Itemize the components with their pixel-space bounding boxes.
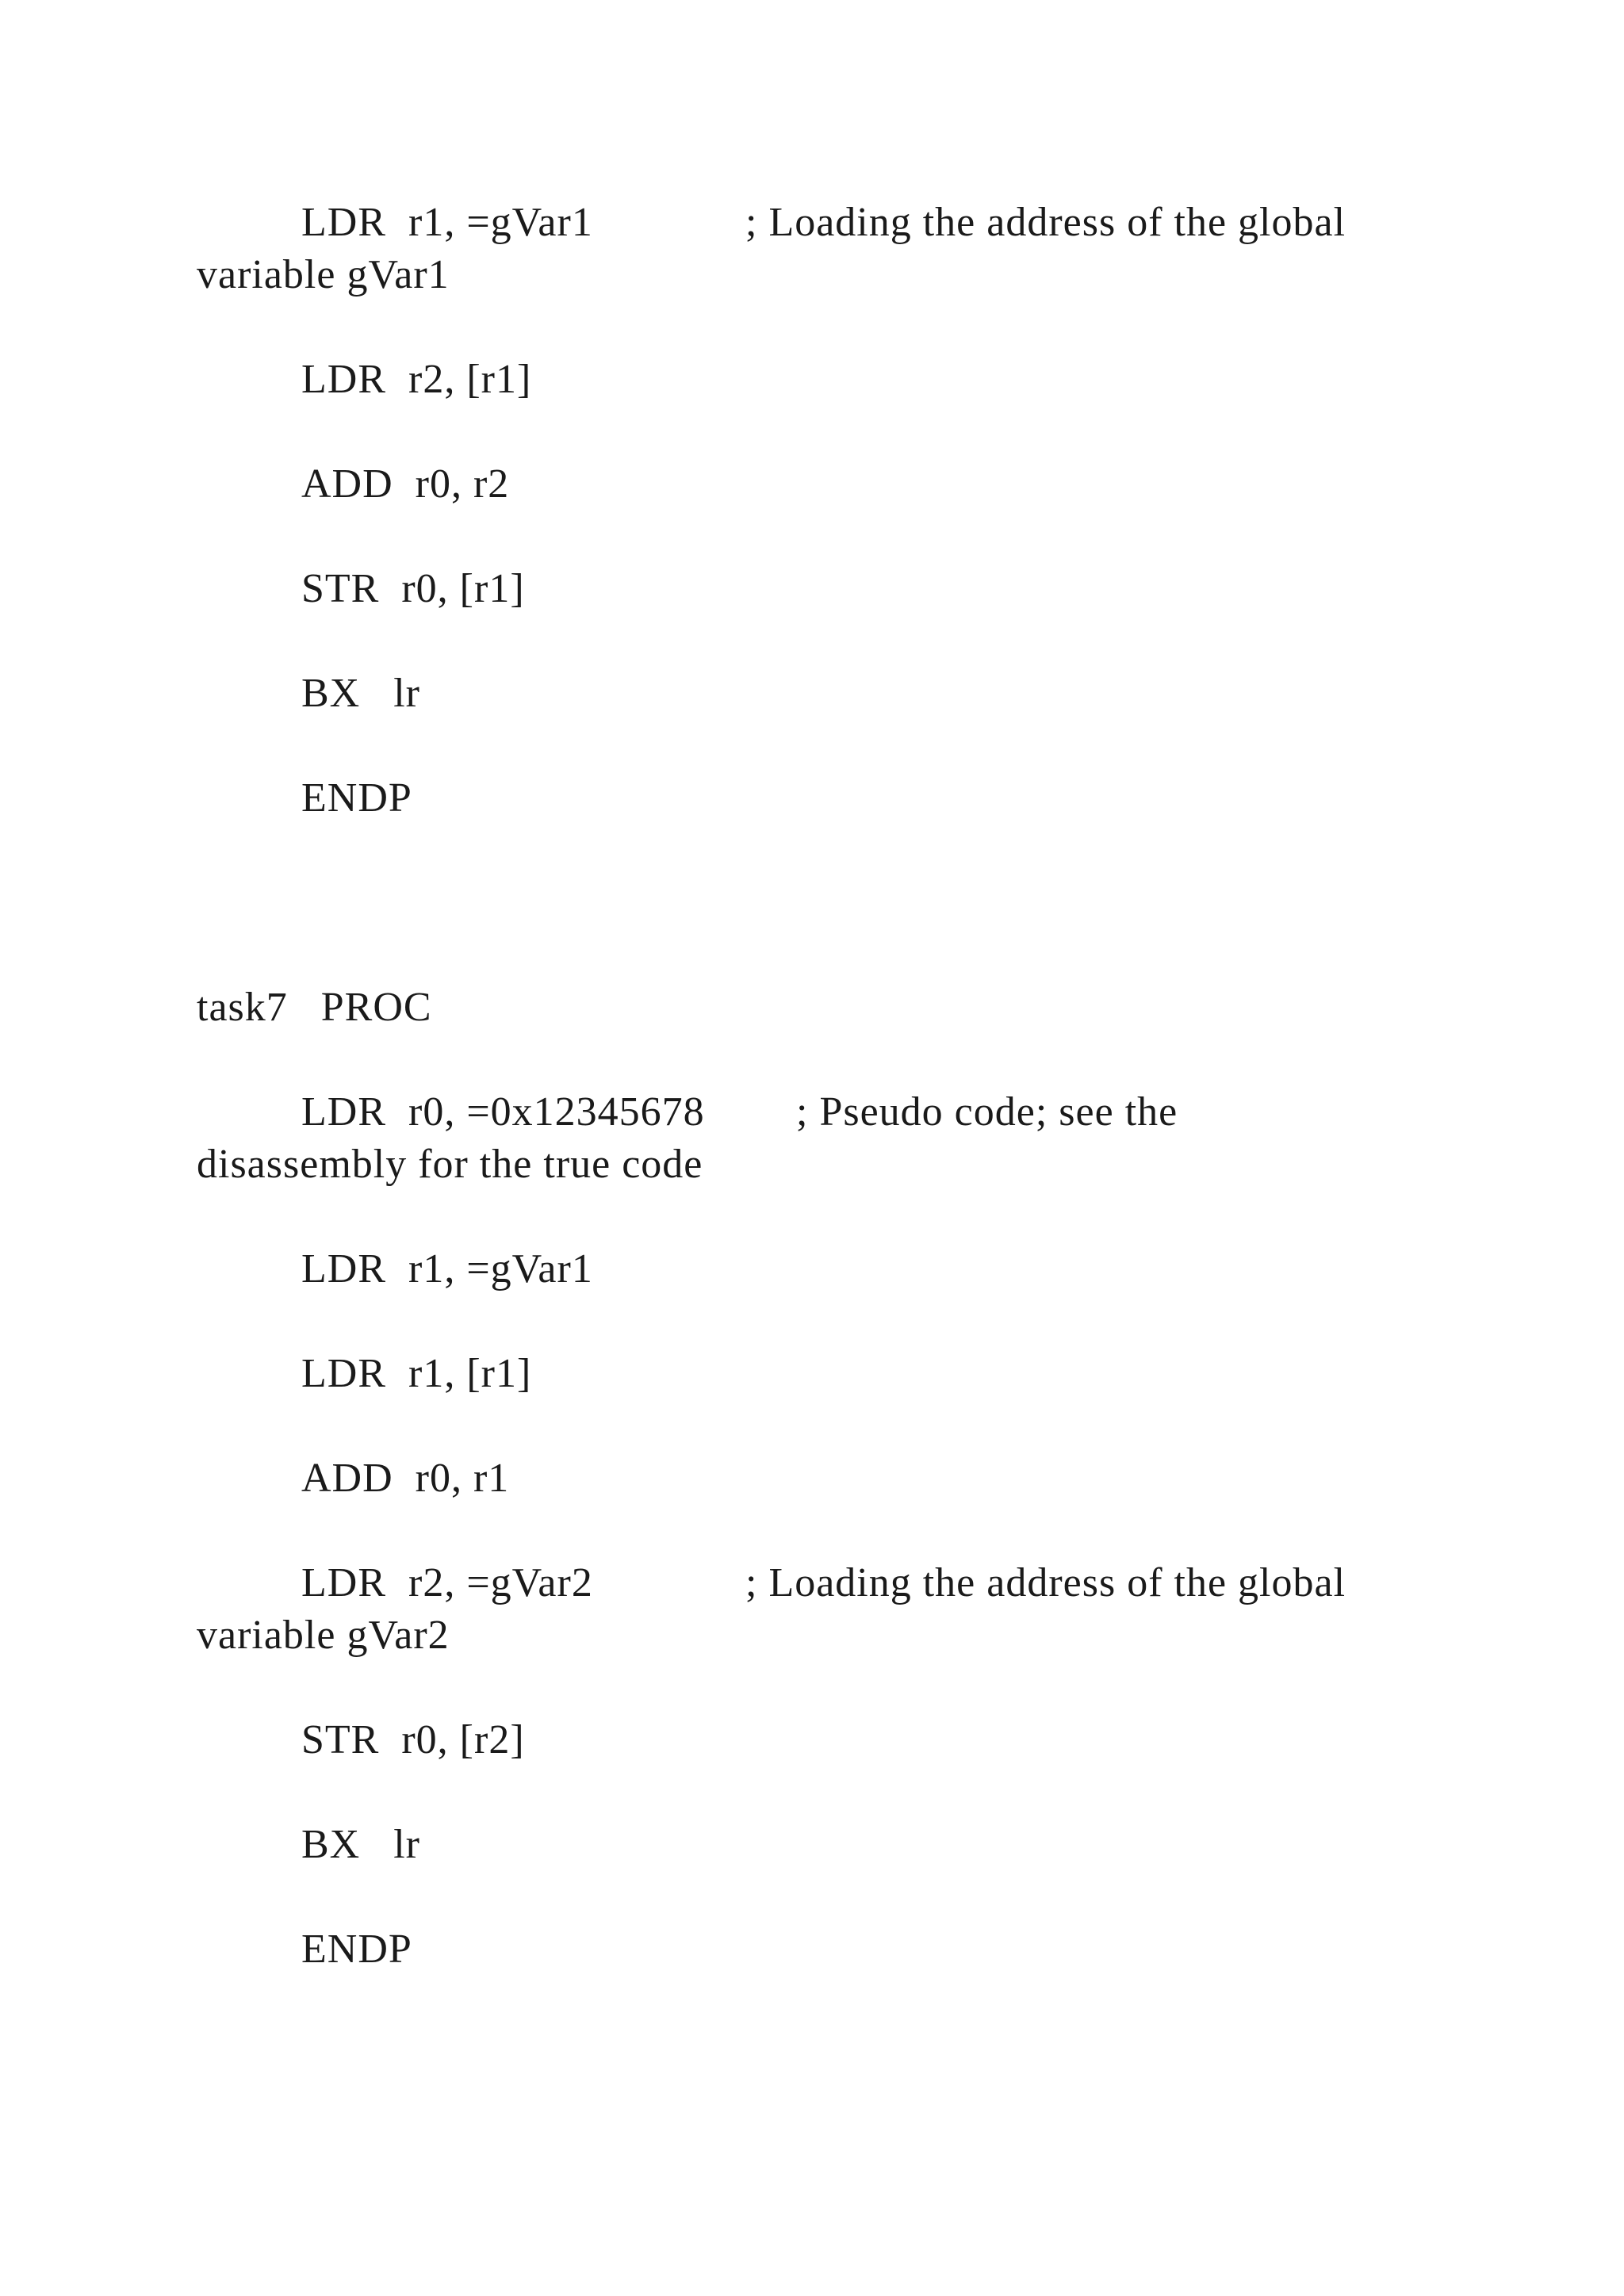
comment-wrap-gvar1: variable gVar1	[197, 252, 450, 297]
code-line-ldr-r1-deref: LDR r1, [r1]	[301, 1351, 532, 1396]
code-line-bx-lr-b2: BX lr	[301, 1822, 420, 1867]
procedure-label-task7: task7 PROC	[197, 985, 432, 1030]
comment-loading-gvar2: ; Loading the address of the global	[745, 1560, 1346, 1605]
comment-wrap-disassembly: disassembly for the true code	[197, 1142, 703, 1187]
code-line-add-r0-r2: ADD r0, r2	[301, 461, 510, 507]
code-line-bx-lr: BX lr	[301, 671, 420, 716]
code-line-add-r0-r1: ADD r0, r1	[301, 1456, 510, 1501]
comment-wrap-gvar2: variable gVar2	[197, 1613, 450, 1658]
code-line-ldr-r2-gvar2: LDR r2, =gVar2	[301, 1560, 593, 1605]
code-line-ldr-r1-gvar1-b2: LDR r1, =gVar1	[301, 1246, 593, 1292]
comment-pseudo-code: ; Pseudo code; see the	[796, 1089, 1178, 1135]
code-line-endp-b2: ENDP	[301, 1927, 412, 1972]
code-line-endp: ENDP	[301, 775, 412, 821]
code-line-ldr-r1-gvar1: LDR r1, =gVar1	[301, 200, 593, 245]
code-line-ldr-r2: LDR r2, [r1]	[301, 357, 532, 402]
code-line-str-r0-r2: STR r0, [r2]	[301, 1717, 525, 1762]
code-line-ldr-r0-const: LDR r0, =0x12345678	[301, 1089, 705, 1135]
comment-loading-gvar1: ; Loading the address of the global	[745, 200, 1346, 245]
code-line-str-r0-r1: STR r0, [r1]	[301, 566, 525, 611]
